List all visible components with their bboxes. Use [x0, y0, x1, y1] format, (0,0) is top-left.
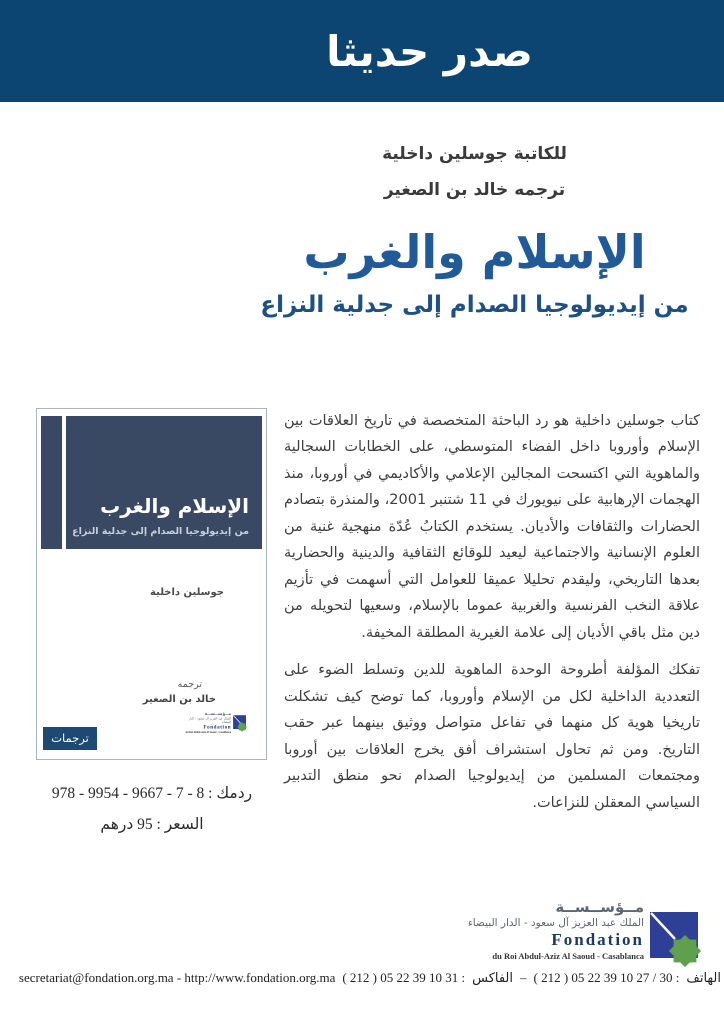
main-content: [0, 408, 724, 834]
logo-latin-subtitle: du Roi Abdul-Aziz Al Saoud - Casablanca: [185, 730, 232, 733]
contact-fax-number: ( 212 ) 05 22 39 10 31 :: [342, 970, 466, 985]
logo-arabic-name: مــؤســســة: [204, 710, 232, 716]
book-subtitle: من إيديولوجيا الصدام إلى جدلية النزاع: [260, 291, 689, 318]
cover-spine-line: [62, 416, 66, 549]
text-column: [268, 408, 700, 817]
logo-text: [468, 898, 644, 961]
translator-line: ترجمه خالد بن الصغير: [383, 180, 566, 200]
logo-mark: [650, 912, 698, 958]
book-title: الإسلام والغرب: [303, 225, 646, 279]
logo-mark: [233, 715, 246, 729]
logo-arabic-subtitle: الملك عبد العزيز آل سعود - الدار البيضاء: [467, 917, 644, 929]
foundation-logo: [468, 898, 698, 961]
series-badge: ترجمات: [43, 727, 97, 750]
banner-title: صدر حديثا: [326, 26, 533, 76]
cover-subtitle: من إيديولوجيا الصدام إلى جدلية النزاع: [72, 525, 249, 537]
cover-title: الإسلام والغرب: [100, 493, 249, 518]
logo-star-icon: [666, 932, 704, 970]
book-cover: [36, 408, 267, 760]
logo-latin-name: Fondation: [551, 930, 644, 949]
author-line: للكاتبة جوسلين داخلية: [382, 144, 567, 164]
cover-author: جوسلين داخلية: [150, 586, 224, 598]
body-paragraph-1: كتاب جوسلين داخلية هو رد الباحثة المتخصصة في تاريخ العلاقات بين الإسلام وأوروبا داخل الفضاء المتوسطي، على الخطابات السجالية والماهوية التي اكتسحت المجالين الإعلامي والأكاديمي في أوروبا، منذ الهجمات الإرهابية على نيويورك في 11 شتنبر 2001، والمنذرة بتصادم الحضارات والثقافات والأديان. يستخدم الكتابُ عُدّة منهجية غنية من العلوم الإنسانية والاجتماعية ليعيد للوقائع الثقافية والدينية والحضارية بعدها التاريخي، وليقدم تحليلا عميقا للعوامل التي أسهمت في تأزيم علاقة النخب الفرنسية والغربية عموما بالإسلام، وسعيها لتحويله من دين مثل باقي الأديان إلى علامة الغيرية المطلقة المخيفة.: [284, 412, 700, 641]
contact-fax-label: الفاكس: [472, 970, 513, 985]
contact-phone-label: الهاتف: [686, 970, 721, 985]
cover-translator-label: ترجمه: [177, 678, 202, 690]
cover-title-block: [41, 416, 262, 549]
logo-arabic-subtitle: الملك عبد العزيز آل سعود - الدار البيضاء: [188, 716, 232, 724]
logo-star-icon: [236, 721, 247, 732]
logo-latin-subtitle: du Roi Abdul-Aziz Al Saoud - Casablanca: [492, 951, 644, 961]
contact-separator: –: [520, 970, 527, 985]
contact-email-web[interactable]: secretariat@fondation.org.ma - http://www.fondation.org.ma: [18, 970, 336, 985]
logo-arabic-name: مــؤســســة: [555, 898, 644, 916]
body-paragraph-2: تفكك المؤلفة أطروحة الوحدة الماهوية للدين وتسلط الضوء على التعددية الداخلية لكل من الإسلام وأوروبا، كما توضح كيف تشكلت تاريخيا هوية كل منهما في تفاعل متواصل ووثيق بينهما عبر حقب التاريخ. ومن ثم تحاول استشراف أفق يخرج العلاقات بين أوروبا ومجتمعات المسلمين من إيديولوجيا الصدام نحو منطق التدبير السياسي المعقلن للنزاعات.: [284, 662, 700, 811]
logo-text: [183, 711, 231, 734]
cover-publisher-logo-inner: [183, 711, 246, 734]
cover-publisher-logo: [183, 711, 246, 734]
logo-latin-name: Fondation: [203, 723, 232, 730]
isbn-line: 978 - 9954 - 9667 - 7 - 8 : ردمك: [51, 784, 253, 802]
cover-translator-name: خالد بن الصغير: [142, 693, 216, 705]
cover-column: [36, 408, 268, 834]
header-block: [0, 144, 724, 318]
contact-bar: [0, 970, 721, 986]
price-line: السعر : 95 درهم: [100, 815, 204, 833]
contact-phone-number: ( 212 ) 05 22 39 10 27 / 30 :: [533, 970, 680, 985]
banner: [0, 0, 724, 102]
